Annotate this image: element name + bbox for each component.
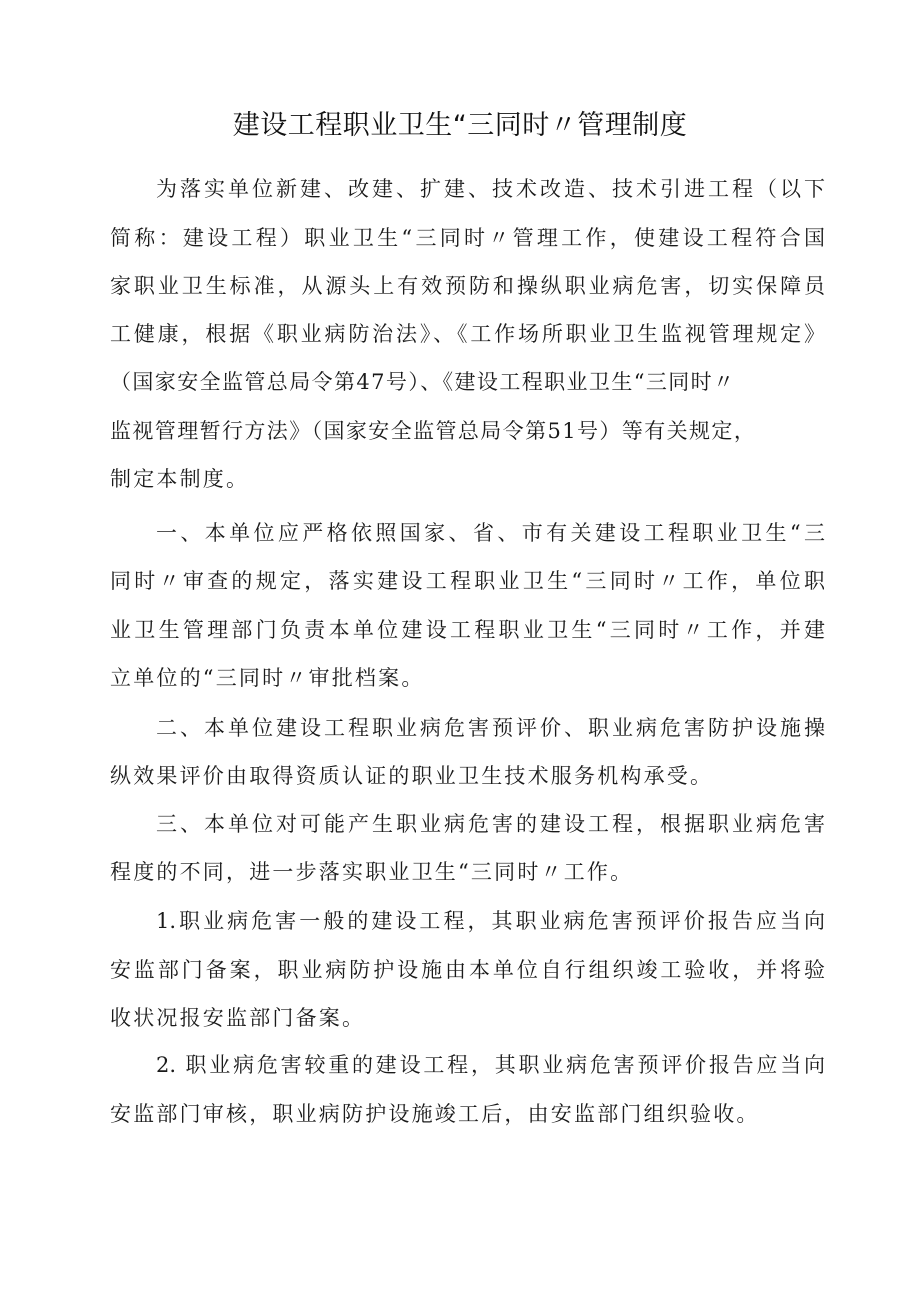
- document-title: 建设工程职业卫生“三同时〃管理制度: [232, 110, 688, 141]
- text-line: 业卫生管理部门负责本单位建设工程职业卫生“三同时〃工作，并建: [110, 618, 825, 642]
- text-line: 制定本制度。: [110, 467, 250, 491]
- text-line: 收状况报安监部门备案。: [110, 1006, 366, 1030]
- text-line: 一、本单位应严格依照国家、省、市有关建设工程职业卫生“三: [156, 521, 825, 545]
- text-line: 工健康，根据《职业病防治法》、《工作场所职业卫生监视管理规定》: [110, 322, 825, 346]
- text-line: 三、本单位对可能产生职业病危害的建设工程，根据职业病危害: [156, 812, 825, 836]
- text-line: 为落实单位新建、改建、扩建、技术改造、技术引进工程（以下: [156, 177, 825, 201]
- text-line: 安监部门备案，职业病防护设施由本单位自行组织竣工验收，并将验: [110, 958, 825, 982]
- text-line: （国家安全监管总局令第47号）、《建设工程职业卫生“三同时〃: [110, 370, 736, 394]
- text-line: 安监部门审核，职业病防护设施竣工后，由安监部门组织验收。: [110, 1102, 760, 1126]
- text-line: 监视管理暂行方法》（国家安全监管总局令第51号）等有关规定，: [110, 419, 757, 443]
- text-line: 二、本单位建设工程职业病危害预评价、职业病危害防护设施操: [156, 716, 825, 740]
- text-line: 程度的不同，进一步落实职业卫生“三同时〃工作。: [110, 860, 634, 884]
- text-line: 立单位的“三同时〃审批档案。: [110, 666, 425, 690]
- text-line: 2. 职业病危害较重的建设工程，其职业病危害预评价报告应当向: [156, 1053, 825, 1077]
- text-line: 简称：建设工程）职业卫生“三同时〃管理工作，使建设工程符合国: [110, 226, 825, 250]
- text-line: 纵效果评价由取得资质认证的职业卫生技术服务机构承受。: [110, 764, 714, 788]
- text-line: 1.职业病危害一般的建设工程，其职业病危害预评价报告应当向: [156, 909, 825, 933]
- text-line: 同时〃审查的规定，落实建设工程职业卫生“三同时〃工作，单位职: [110, 569, 825, 593]
- text-line: 家职业卫生标准，从源头上有效预防和操纵职业病危害，切实保障员: [110, 274, 825, 298]
